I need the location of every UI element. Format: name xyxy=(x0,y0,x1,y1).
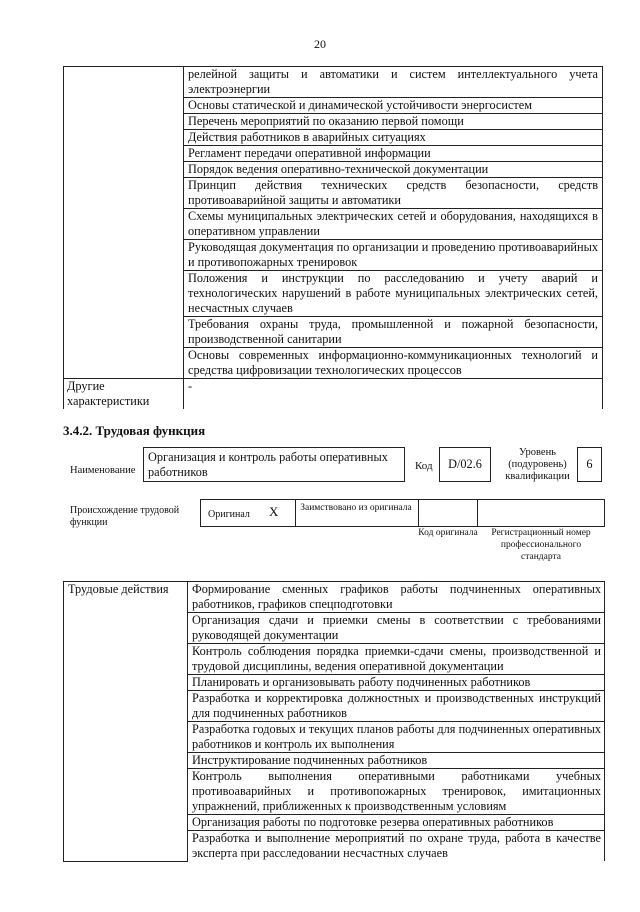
labor-actions-label: Трудовые действия xyxy=(64,582,188,862)
borrowed-box xyxy=(295,499,419,527)
labor-action-item: Планировать и организовывать работу подчиненных работников xyxy=(188,675,605,691)
knowledge-item: Положения и инструкции по расследованию и учету аварий и технологических нарушений в работе муниципальных электрических сетей, несчастных случаев xyxy=(184,271,603,317)
knowledge-item: Порядок ведения оперативно-технической документации xyxy=(184,162,603,178)
knowledge-item: Принцип действия технических средств безопасности, средств противоаварийной защиты и автоматики xyxy=(184,178,603,209)
borrowed-label: Заимствовано из оригинала xyxy=(300,503,412,513)
level-label: Уровень (подуровень) квалификации xyxy=(505,447,570,482)
knowledge-item: релейной защиты и автоматики и систем интеллектуального учета электроэнергии xyxy=(184,67,603,98)
code-caption: Код оригинала xyxy=(418,528,478,538)
labor-action-item: Формирование сменных графиков работы подчиненных оперативных работников, графиков спецподготовки xyxy=(188,582,605,613)
name-label: Наименование xyxy=(70,465,136,476)
code-label: Код xyxy=(415,460,433,472)
knowledge-item: Основы статической и динамической устойчивости энергосистем xyxy=(184,98,603,114)
labor-action-item: Контроль соблюдения порядка приемки-сдачи смены, производственной и трудовой дисциплины, ведения оперативной документации xyxy=(188,644,605,675)
origin-label: Происхождение трудовой функции xyxy=(70,505,180,528)
knowledge-item: Перечень мероприятий по оказанию первой помощи xyxy=(184,114,603,130)
original-code-box xyxy=(418,499,478,527)
registration-number-box xyxy=(477,499,605,527)
labor-action-item: Разработка и корректировка должностных и производственных инструкций для подчиненных работников xyxy=(188,691,605,722)
section-title: 3.4.2. Трудовая функция xyxy=(63,423,206,438)
labor-action-item: Контроль выполнения оперативными работниками учебных противоаварийных и противопожарных тренировок, имитационных упражнений, приближенных к производственным условиям xyxy=(188,769,605,815)
knowledge-item: Действия работников в аварийных ситуациях xyxy=(184,130,603,146)
labor-action-item: Инструктирование подчиненных работников xyxy=(188,753,605,769)
original-label: Оригинал xyxy=(208,509,250,520)
level-box: 6 xyxy=(577,447,602,482)
knowledge-label-cell xyxy=(64,67,184,379)
original-box xyxy=(200,499,296,527)
labor-actions-table xyxy=(63,581,605,862)
labor-action-item: Организация работы по подготовке резерва оперативных работников xyxy=(188,815,605,831)
labor-action-item: Разработка годовых и текущих планов работы для подчиненных оперативных работников и контроль их выполнения xyxy=(188,722,605,753)
original-mark: X xyxy=(269,504,279,519)
function-name-box: Организация и контроль работы оперативных работников xyxy=(143,447,405,482)
labor-action-item: Организация сдачи и приемки смены в соответствии с требованиями руководящей документации xyxy=(188,613,605,644)
knowledge-item: Основы современных информационно-коммуникационных технологий и средства цифровизации технологических процессов xyxy=(184,348,603,379)
knowledge-item: Руководящая документация по организации и проведению противоаварийных и противопожарных тренировок xyxy=(184,240,603,271)
page-number: 20 xyxy=(314,37,326,51)
labor-action-item: Разработка и выполнение мероприятий по охране труда, работа в качестве эксперта при расследовании несчастных случаев xyxy=(188,831,605,862)
other-characteristics-value: - xyxy=(184,379,603,410)
other-characteristics-label: Другие характеристики xyxy=(64,379,184,410)
knowledge-table xyxy=(63,66,603,409)
knowledge-item: Регламент передачи оперативной информации xyxy=(184,146,603,162)
knowledge-item: Требования охраны труда, промышленной и пожарной безопасности, производственной санитарии xyxy=(184,317,603,348)
function-code-box: D/02.6 xyxy=(439,447,491,482)
knowledge-item: Схемы муниципальных электрических сетей и оборудования, находящихся в оперативном управлении xyxy=(184,209,603,240)
registration-caption: Регистрационный номер профессионального стандарта xyxy=(491,528,591,562)
